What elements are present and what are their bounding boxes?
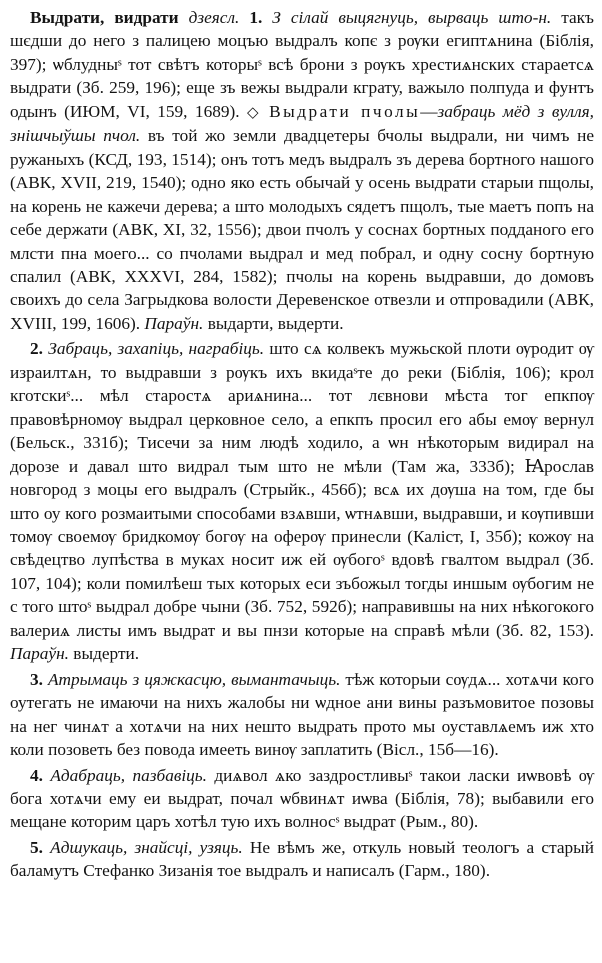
- subentry-dash: —: [420, 101, 438, 121]
- citations-2: што сѧ колвекъ мужьской плоти ѹродит ѹ израилтѧн, то выдравши з рѹкъ ихъ вкидаˢте до реки (Біблія, 106); крол кготскиˢ... мѣл старостѧ ариѧнина... тот лєвнови мѣста тог епкпѹ правовѣрномѹ выдрал церковное село, а епкпъ просил его абы емѹ вернул (Бельск., 331б); Тисечи за ним людѣ ходило, а ѡн нѣкоторым видирал на дорозе и давал што видрал тым што не мѣли (Там жа, 333б); Ꙗрослав новгород з моцы его выдралъ (Стрыйк., 456б); всѧ их дѹша на том, где бы што оу кого розмаитыми способами взѧвши, ѡтнѧвши, выдравши, и кѹпивши томѹ своемѹ бридкомѹ богѹ на оферѹ принесли (Каліст, I, 35б); кожѹ на свѣдецтво лупѣства в муках носит иж ей ѹбогоˢ вдовѣ гвалтом выдрал (Зб. 107, 104); коли помилѣеш тых которых еси зъбожыл тогды иншым ѹбогим не с того штоˢ выдрал добре чыни (Зб. 752, 592б); направившы на них нѣкогокого валериѧ листы имъ выдрат и вы пнзи которые на справѣ мѣли (Зб. 82, 153).: [10, 339, 594, 640]
- citations-3: тѣж которыи сѹдѧ... хотѧчи кого оутегать не имаючи на нихъ жалобы ни ѡдное ани вины разъмовитое позовы на нег чинѧт а хотѧчи на них нешто выдрать прото мы оуставлѧемъ иж хто коли позоветь без повода имееть винѹ заплатить (Вісл., 15б—16).: [10, 669, 594, 760]
- citations-5: Не вѣмъ же, откуль новый теологъ а старый баламутъ Стефанко Зизанія тое выдралъ и написалъ (Гарм., 180).: [10, 837, 594, 881]
- parallel-label-2: Параўн.: [10, 644, 69, 664]
- sense-number-2: 2.: [30, 339, 43, 359]
- citations-4: диѧвол ѧко заздростливыˢ такои ласки иѡвовѣ ѹ бога хотѧчи ему еи выдрат, почал ѡбвинѧт иѡва (Біблія, 78); выбавили его мещане которим царъ хотѣл тую ихъ волносˢ выдрат (Рым., 80).: [10, 765, 595, 832]
- parallel-text-2: выдерти.: [73, 644, 140, 664]
- subentry-phrase: Выдрати пчолы: [269, 101, 421, 121]
- lozenge-icon: ◇: [247, 102, 262, 121]
- parallel-text-1: выдарти, выдерти.: [207, 313, 344, 333]
- sense-number-3: 3.: [30, 669, 43, 689]
- sense-3-paragraph: [10, 668, 594, 762]
- sense-definition-1: З сілай выцягнуць, вырваць што-н.: [272, 8, 552, 27]
- sense-definition-2: Забраць, захапіць, награбіць.: [48, 339, 265, 359]
- sense-definition-4: Адабраць, пазбавіць.: [50, 765, 207, 785]
- sense-4-paragraph: [10, 764, 594, 834]
- grammar-label: дзеясл.: [188, 8, 240, 27]
- sense-definition-5: Адшукаць, знайсці, узяць.: [50, 837, 243, 857]
- sense-2-paragraph: [10, 337, 594, 665]
- sense-number-5: 5.: [30, 837, 43, 857]
- sense-definition-3: Атрымаць з цяжкасцю, вымантачыць.: [47, 669, 341, 689]
- sense-1-paragraph: [10, 6, 594, 335]
- headword: Выдрати, видрати: [30, 8, 179, 27]
- citations-1: такъ шєдши до него з палицею моцъю выдралъ копє з рѹки египтѧнина (Біблія, 397); ѡблудныˢ тот свѣтъ которыˢ всѣ брони з рѹкъ хрестиѧнских стараетсѧ выдрати (Зб. 259, 196); еще зъ вежы выдрали кграту, важыло полпуда и фунтъ одынъ (ИЮМ, VI, 159, 1689).: [10, 8, 594, 121]
- sense-5-paragraph: [10, 836, 594, 883]
- subentry-citations: въ той жо земли двадцетеры бчолы выдрали, ни чимъ не ружаныхъ (КСД, 193, 1514); онъ тотъ медъ выдралъ зъ дерева бортного нашого (АВК, XVII, 219, 1540); одно яко есть обычай у осень выдрати старыи пщолы, на корень не кажечи дерева; а што молодыхъ сядетъ пщолъ, тые маетъ попъ на себе держати (АВК, XI, 32, 1556); двои пчолъ у соснах бортных подданого его млсти пна моего... со пчолами выдрал и мед побрал, и одну сосну бортную спалил (АВК, XXXVI, 284, 1582); пчолы на корень выдравши, до домовъ своихъ до села Загрыдкова волости Деревенское отвезли и отпровадили (АВК, XVIII, 199, 1606).: [10, 126, 594, 333]
- subentry-definition: забраць мёд з вулля, знішчыўшы пчол.: [10, 101, 594, 146]
- sense-number-4: 4.: [30, 765, 43, 785]
- parallel-label-1: Параўн.: [144, 313, 204, 333]
- sense-number-1: 1.: [249, 8, 263, 27]
